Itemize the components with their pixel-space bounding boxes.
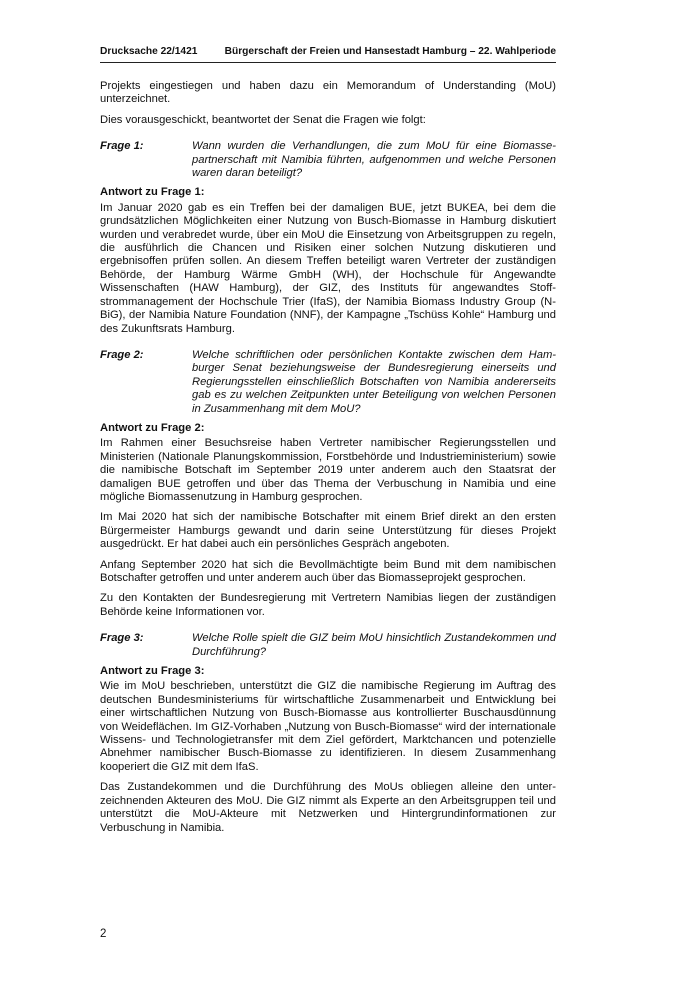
document-number: Drucksache 22/1421 (100, 46, 198, 57)
question-text: Wann wurden die Verhandlungen, die zum MoU für eine Biomassepartnerschaft mit Namibia führten, aufgenommen und welche Personen waren daran beteiligt? (192, 140, 556, 180)
header-divider (100, 62, 556, 63)
question-block (100, 140, 556, 180)
answer-paragraph: Im Rahmen einer Besuchsreise haben Vertreter namibischer Regierungsstellen und Ministerien (Nationale Planungskommission, Forstbehörde und Industrieministerium) sowie die namibische Botschaft im September 2019 unter anderem auch den Staatsrat der damaligen BUE getroffen und über das Thema der Verbuschung in Namibia und eine mögliche Biomassenutzung in Hamburg gesprochen. (100, 437, 556, 503)
answer-paragraph: Im Mai 2020 hat sich der namibische Botschafter mit einem Brief direkt an den ersten Bürgermeister Hamburgs gewandt und darin seine Unterstützung für dieses Projekt ausgedrückt. Er hat dabei auch ein persönliches Gespräch angeboten. (100, 511, 556, 551)
running-header (100, 46, 556, 57)
answer-heading: Antwort zu Frage 1: (100, 186, 205, 199)
parliament-title: Bürgerschaft der Freien und Hansestadt Hamburg – 22. Wahlperiode (224, 46, 556, 57)
question-block (100, 349, 556, 416)
question-label: Frage 2: (100, 348, 144, 361)
question-label: Frage 3: (100, 632, 144, 645)
question-text: Welche Rolle spielt die GIZ beim MoU hinsichtlich Zustandekommen und Durchführung? (192, 632, 556, 658)
question-section-1 (100, 140, 556, 336)
answer-paragraph: Das Zustandekommen und die Durchführung des MoUs obliegen alleine den unterzeichnenden Akteuren des MoU. Die GIZ nimmt als Experte an den Arbeitsgruppen teil und unterstützt die MoU-Akteure mit Netzwerken und Hintergrundinformationen zur Verbuschung in Namibia. (100, 781, 556, 834)
answer-paragraph: Zu den Kontakten der Bundesregierung mit Vertretern Namibias liegen der zuständigen Behörde keine Informationen vor. (100, 592, 556, 618)
answer-paragraph: Im Januar 2020 gab es ein Treffen bei der damaligen BUE, jetzt BUKEA, bei dem die grundsätzlichen Möglichkeiten einer Nutzung von Busch-Biomasse in Hamburg diskutiert wurden und verabredet wurde, über ein MoU die Einsetzung von Arbeitsgruppen zu regeln, die ausführlich die Chancen und Risiken einer solchen Nutzung diskutieren und ergebnisoffen prüfen sollen. An diesem Treffen beteiligt waren Vertreter der zuständigen Behörde, der Hamburg Wärme GmbH (WH), der Hochschule für Angewandte Wissenschaften (HAW Hamburg), der GIZ, des Instituts für angewandtes Stoffstrommanagement der Hochschule Trier (IfaS), der Namibia Biomass Industry Group (N-BiG), der Namibia Nature Foundation (NNF), der Kampagne „Tschüss Kohle“ Hamburg und des Zukunftsrats Hamburg. (100, 201, 556, 335)
question-text: Welche schriftlichen oder persönlichen Kontakte zwischen dem Hamburger Senat beziehungsweise der Bundesregierung einerseits und Regierungsstellen einschließlich Botschaften von Namibia andererseits gab es zu welchen Zeitpunkten unter Beteiligung von welchen Personen in Zusammenhang mit dem MoU? (192, 348, 556, 415)
page-body (100, 80, 556, 842)
intro-paragraph: Projekts eingestiegen und haben dazu ein Memorandum of Understanding (MoU) unterzeichnet. (100, 80, 556, 106)
answer-heading: Antwort zu Frage 2: (100, 421, 205, 434)
question-section-2 (100, 349, 556, 619)
question-label: Frage 1: (100, 140, 144, 153)
page-number: 2 (100, 928, 107, 940)
answer-paragraph: Anfang September 2020 hat sich die Bevollmächtigte beim Bund mit dem namibischen Botschafter getroffen und unter anderem auch über das Biomasseprojekt gesprochen. (100, 558, 556, 584)
answer-paragraph: Wie im MoU beschrieben, unterstützt die GIZ die namibische Regierung im Auftrag des deutschen Bundesministeriums für wirtschaftliche Zusammenarbeit und Entwicklung bei einer wirtschaftlichen Nutzung von Busch-Biomasse aus kontrollierter Buschausdünnung von Weideflächen. Im GIZ-Vorhaben „Nutzung von Busch-Biomasse“ wird der internationale Wissens- und Technologietransfer mit dem Ziel gefördert, Marktchancen und potenzielle Abnehmer namibischer Busch-Biomasse zu identifizieren. In diesem Zusammenhang kooperiert die GIZ mit dem IfaS. (100, 680, 556, 773)
answer-heading: Antwort zu Frage 3: (100, 665, 205, 678)
question-section-3 (100, 632, 556, 835)
question-block (100, 632, 556, 659)
intro-paragraph: Dies vorausgeschickt, beantwortet der Senat die Fragen wie folgt: (100, 113, 426, 126)
